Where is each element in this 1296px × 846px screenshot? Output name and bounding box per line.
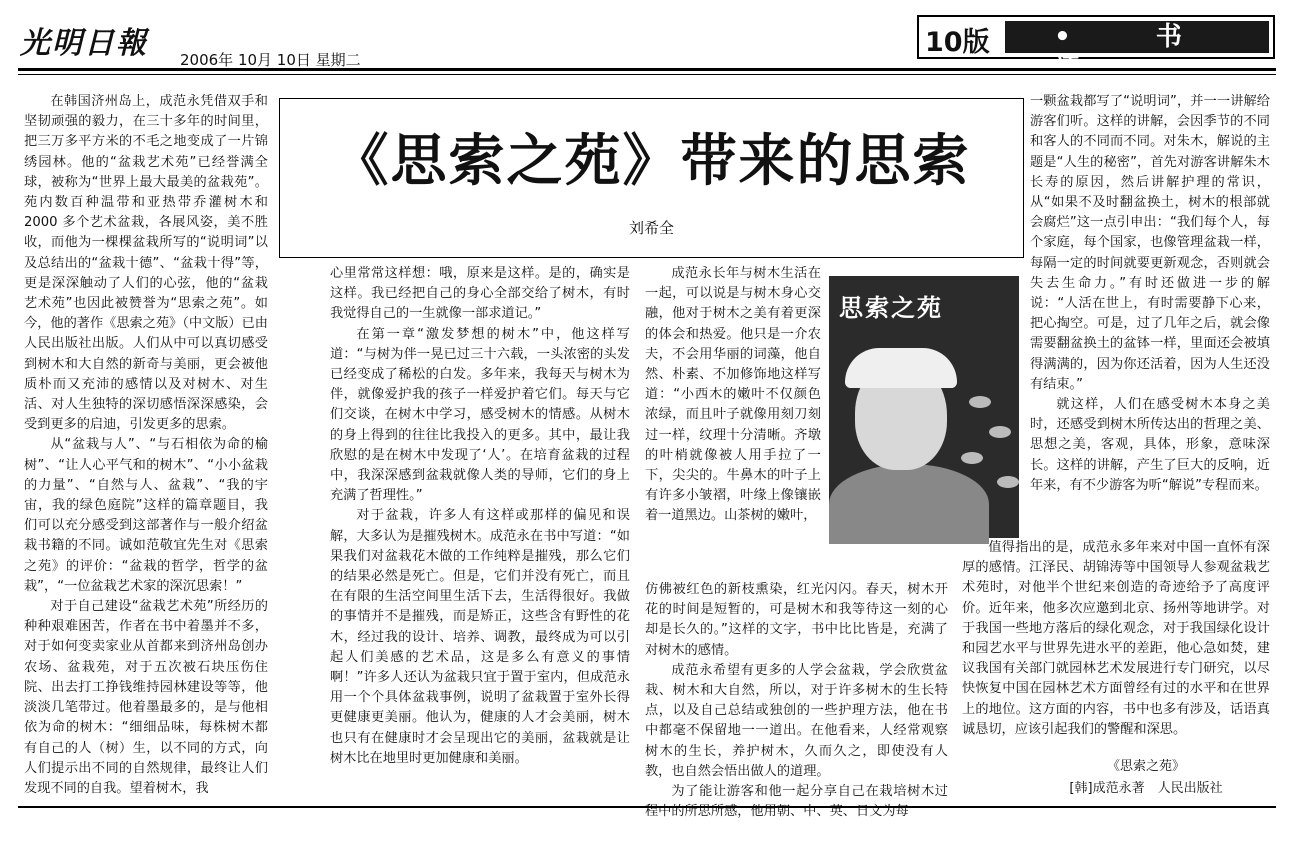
masthead-date: 2006年 10月 10日 星期二 xyxy=(180,51,361,69)
paragraph: 对于自己建设“盆栽艺术苑”所经历的种种艰难困苦，作者在书中着墨并不多，对于如何变卖家业从首都来到济州岛创办农场、盆栽苑，对于五次被石块压伤住院、出去打工挣钱维持园林建设等等，他淡淡几笔带过。他着墨最多的，是与他相依为命的树木：“细细品味，每株树木都有自己的人（树）生，以不同的方式，向人们提示出不同的自然规律，最终让人们发现不同的自我。望着树木，我 xyxy=(24,599,268,796)
column-3-top xyxy=(645,264,821,580)
column-1 xyxy=(24,92,268,804)
paragraph: 一颗盆栽都写了“说明词”，并一一讲解给游客们听。这样的讲解，会因季节的不同和客人的不同而不同。对朱木，解说的主题是“人生的秘密”，首先对游客讲解朱木长寿的原因，然后讲解护理的常识，从“如果不及时翻盆换土，树木的根部就会腐烂”这一点引申出：“我们每个人，每个家庭，每个国家，也像管理盆栽一样，每隔一定的时间就要更新观念，否则就会失去生命力。”有时还做进一步的解说：“人活在世上，有时需要静下心来，把心掏空。可是，过了几年之后，就会像需要翻盆换土的盆钵一样，里面还会被填得满满的，因为你还活着，因为人生还没有结束。” xyxy=(1030,94,1270,392)
leaf-icon xyxy=(989,426,1011,438)
bottom-rule xyxy=(18,806,1276,808)
book-publisher: [韩]成范永著 人民出版社 xyxy=(1069,781,1223,796)
top-rule-thin xyxy=(18,74,1276,75)
column-3-bottom xyxy=(645,580,948,820)
author-hat xyxy=(845,348,957,388)
column-2 xyxy=(330,264,630,804)
section-name: • 书 评 • xyxy=(1005,21,1269,53)
leaf-icon xyxy=(997,476,1019,488)
paragraph: 从“盆栽与人”、“与石相依为命的榆树”、“让人心平气和的树木”、“小小盆栽的力量”、“自然与人、盆栽”、“我的宇宙，我的绿色庭院”这样的篇章题目，我们可以充分感受到这部著作与一般介绍盆栽书籍的不同。诚如范敬宜先生对《思索之苑》的评价：“盆栽的哲学，哲学的盆栽”，“一位盆栽艺术家的深沉思索！” xyxy=(24,437,268,594)
top-rule xyxy=(18,68,1276,71)
paragraph: 仿佛被红色的新枝熏染，红光闪闪。春天，树木开花的时间是短暂的，可是树木和我等待这一刻的心却是长久的。”这样的文字，书中比比皆是，充满了对树木的感情。 xyxy=(645,582,948,658)
byline: 刘希全 xyxy=(628,219,674,237)
paragraph: 就这样，人们在感受树木本身之美时，还感受到树木所传达出的哲理之美、思想之美，客观，具体，形象，意味深长。这样的讲解，产生了巨大的反响，近年来，有不少游客为听“解说”专程而来。 xyxy=(1030,397,1270,493)
book-info xyxy=(1026,756,1266,800)
paragraph: 在韩国济州岛上，成范永凭借双手和坚韧顽强的毅力，在三十多年的时间里，把三万多平方米的不毛之地变成了一片锦绣园林。他的“盆栽艺术苑”已经誉满全球，被称为“世界上最大最美的盆栽苑”。苑内数百种温带和亚热带乔灌树木和 2000 多个艺术盆栽，各展风姿，美不胜收，而他为一棵棵盆栽所写的“说明词”以及总结出的“盆栽十德”、“盆栽十得”等，更是深深触动了人们的心弦，他的“盆栽艺术苑”也因此被赞誉为“思索之苑”。如今，他的著作《思索之苑》（中文版）已由人民出版社出版。人们从中可以真切感受到树木和大自然的新奇与美丽，更会被他质朴而又充沛的感情以及对树木、对生活、对人生独特的深切感悟深深感染，会受到更多的启迪，引发更多的思索。 xyxy=(24,94,268,433)
headline: 《思索之苑》带来的思索 xyxy=(332,128,971,194)
paragraph: 成范永希望有更多的人学会盆栽，学会欣赏盆栽、树木和大自然，所以，对于许多树木的生长特点，以及自己总结或独创的一些护理方法，他在书中都毫不保留地一一道出。在他看来，人经常观察树木的生长，养护树木，久而久之，即使没有人教，也自然会悟出做人的道理。 xyxy=(645,662,948,779)
page-label xyxy=(917,15,1275,84)
paragraph: 在第一章“激发梦想的树木”中，他这样写道：“与树为伴一晃已过三十六载，一头浓密的头发已经变成了稀松的白发。多年来，我每天与树木为伴，就像爱护我的孩子一样爱护着它们。每天与它们交谈，在树木中学习，感受树木的情感。从树木的身上得到的往往比我投入的更多。其中，最让我欣慰的是在树木中发现了‘人’。在培育盆栽的过程中，我深深感到盆栽就像人类的导师，它们的身上充满了哲理性。” xyxy=(330,326,630,504)
leaf-icon xyxy=(961,452,983,464)
book-photo xyxy=(829,276,1019,538)
page-number: 10版 xyxy=(925,27,990,58)
author-body xyxy=(829,464,989,544)
paragraph: 心里常常这样想：哦，原来是这样。是的，确实是这样。我已经把自己的身心全部交给了树木，有时我觉得自己的一生就像一部求道记。” xyxy=(330,266,630,322)
column-4-top xyxy=(1030,92,1270,538)
masthead-logo: 光明日報 xyxy=(20,26,148,61)
book-title: 《思索之苑》 xyxy=(1106,759,1185,774)
book-cover-title: 思索之苑 xyxy=(839,293,943,322)
paragraph: 成范永长年与树木生活在一起，可以说是与树木身心交融，他对于树木之美有着更深的体会和热爱。他只是一介农夫，不会用华丽的词藻，他自然、朴素、不加修饰地这样写道：“小西木的嫩叶不仅颜色浓绿，而且叶子就像用刻刀刻过一样，纹理十分清晰。齐墩的叶梢就像被人用手拉了一下，尖尖的。牛鼻木的叶子上有许多小皱褶，叶缘上像镶嵌着一道黑边。山茶树的嫩叶， xyxy=(645,266,821,524)
headline-box xyxy=(279,98,1024,258)
leaf-icon xyxy=(969,396,991,408)
paragraph: 对于盆栽，许多人有这样或那样的偏见和误解，大多认为是摧残树木。成范永在书中写道：“如果我们对盆栽花木做的工作纯粹是摧残，那么它们的结果必然是死亡。但是，它们并没有死亡，而且在有限的生活空间里生活下去，生活得很好。我做的事情并不是摧残，而是矫正，这些含有野性的花木，经过我的设计、培养、调教，最终成为可以引起人们美感的艺术品，这是多么有意义的事情啊！”许多人还认为盆栽只宜于置于室内，但成范永用一个个具体盆栽事例，说明了盆栽置于室外长得更健康更美丽。他认为，健康的人才会美丽，树木也只有在健康时才会呈现出它的美丽，盆栽就是让树木比在地里时更加健康和美丽。 xyxy=(330,508,630,766)
paragraph: 值得指出的是，成范永多年来对中国一直怀有深厚的感情。江泽民、胡锦涛等中国领导人参观盆栽艺术苑时，对他半个世纪来创造的奇迹给予了高度评价。近年来，他多次应邀到北京、扬州等地讲学。对于我国一些地方落后的绿化观念，对于我国绿化设计和园艺水平与世界先进水平的差距，他心急如焚，建议我国有关部门就园林艺术发展进行专门研究，以尽快恢复中国在园林艺术方面曾经有过的水平和在世界上的地位。这方面的内容，书中也多有涉及，话语真诚恳切，应该引起我们的警醒和深思。 xyxy=(962,540,1270,737)
paragraph: 为了能让游客和他一起分享自己在栽培树木过程中的所思所感，他用朝、中、英、日文为每 xyxy=(645,784,948,820)
